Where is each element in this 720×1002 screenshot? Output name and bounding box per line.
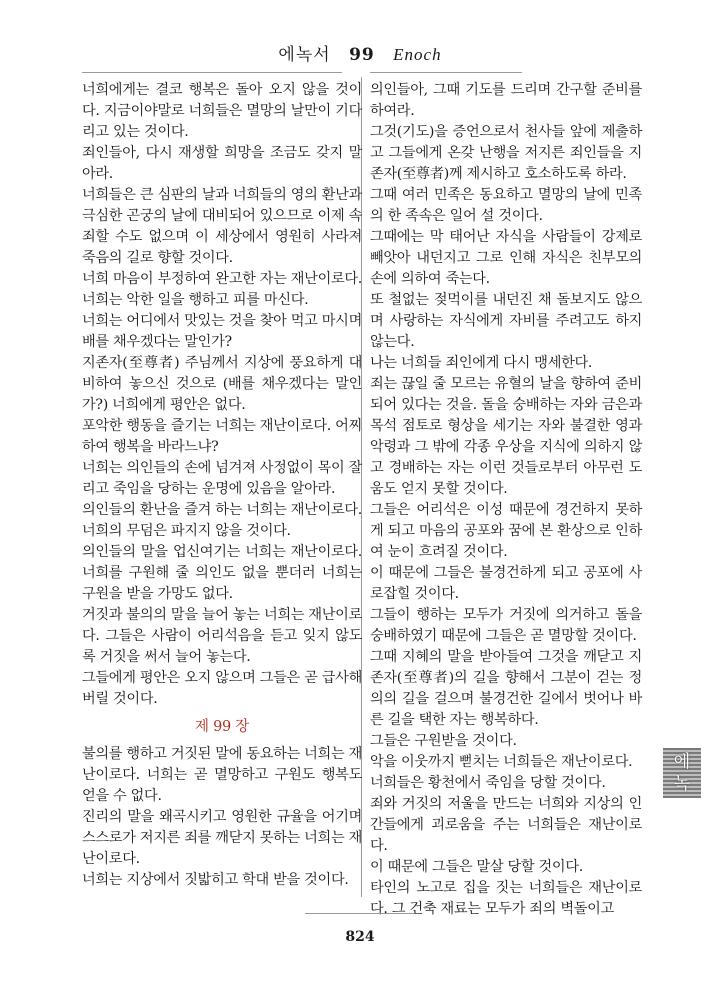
chapter-heading: 제 99 장 (195, 719, 249, 735)
text-paragraph: 거짓과 불의의 말을 늘어 놓는 너희는 재난이로다. 그들은 사람이 어리석음을 듣고 잊지 않도록 거짓을 써서 늘어 놓는다. (82, 607, 362, 665)
left-column (82, 80, 362, 891)
page-number: 824 (345, 929, 375, 945)
book-side-tab (663, 748, 701, 798)
text-paragraph: 너희들은 큰 심판의 날과 너희들의 영의 환난과 극심한 곤궁의 날에 대비되어 있으므로 이제 속죄할 수도 없으며 이 세상에서 영원히 사라져 죽음의 길로 향할 것이다. (82, 187, 362, 266)
text-paragraph: 너희는 의인들의 손에 넘겨져 사정없이 목이 잘리고 죽임을 당하는 운명에 있음을 알아라. (82, 460, 362, 497)
text-paragraph: 그들에게 평안은 오지 않으며 그들은 곧 급사해 버릴 것이다. (82, 670, 362, 707)
text-paragraph: 그때 지혜의 말을 받아들여 그것을 깨닫고 지존자(至尊者)의 길을 향해서 그분이 걷는 정의의 길을 걸으며 불경건한 길에서 벗어나 바른 길을 택한 자는 행복하다. (370, 649, 642, 728)
text-paragraph: 너희는 어디에서 맛있는 것을 찾아 먹고 마시며 배를 채우겠다는 말인가? (82, 313, 362, 350)
text-paragraph: 지존자(至尊者) 주님께서 지상에 풍요하게 대비하여 놓으신 것으로 (배를 채우겠다는 말인가?) 너희에게 평안은 없다. (82, 355, 362, 413)
text-paragraph: 죄인들아, 다시 재생할 희망을 조금도 갖지 말아라. (82, 145, 362, 182)
text-paragraph: 이 때문에 그들은 말살 당할 것이다. (370, 859, 583, 875)
header-rule-left (82, 72, 342, 73)
running-header (0, 40, 720, 65)
text-paragraph: 또 철없는 젖먹이를 내던진 채 돌보지도 않으며 사랑하는 자식에게 자비를 주려고도 하지 않는다. (370, 292, 642, 350)
text-paragraph: 죄는 끊일 줄 모르는 유혈의 날을 향하여 준비되어 있다는 것을. 돌을 숭배하는 자와 금은과 목석 점토로 형상을 세기는 자와 불결한 영과 악령과 그 밖에 각종 우상을 지식에 의하지 않고 경배하는 자는 이런 것들로부터 아무런 도움도 얻지 못할 것이다. (370, 376, 642, 497)
side-tab-char: 에 (673, 752, 691, 772)
text-paragraph: 악을 이웃까지 뻗치는 너희들은 재난이로다. (370, 754, 633, 770)
text-paragraph: 그들이 행하는 모두가 거짓에 의거하고 돌을 숭배하였기 때문에 그들은 곧 멸망할 것이다. (370, 607, 642, 644)
text-paragraph: 너희에게는 결코 행복은 돌아 오지 않을 것이다. 지금이야말로 너희들은 멸망의 날만이 기다리고 있는 것이다. (82, 82, 362, 140)
chapter-number: 99 (349, 45, 375, 65)
side-tab-char: 녹 (673, 774, 691, 794)
text-paragraph: 너희 마음이 부정하여 완고한 자는 재난이로다. 너희는 악한 일을 행하고 피를 마신다. (82, 271, 362, 308)
text-paragraph: 너희는 지상에서 짓밟히고 학대 받을 것이다. (82, 872, 349, 888)
header-rule-right (370, 72, 522, 73)
text-paragraph: 나는 너희들 죄인에게 다시 맹세한다. (370, 355, 593, 371)
text-paragraph: 불의를 행하고 거짓된 말에 동요하는 너희는 재난이로다. 너희는 곧 멸망하고 구원도 행복도 얻을 수 없다. (82, 746, 362, 804)
text-paragraph: 죄와 거짓의 저울을 만드는 너희와 지상의 인간들에게 괴로움을 주는 너희들은 재난이로다. (370, 796, 642, 854)
text-paragraph: 의인들의 말을 업신여기는 너희는 재난이로다. 너희를 구원해 줄 의인도 없을 뿐더러 너희는 구원을 받을 가망도 없다. (82, 544, 362, 602)
text-paragraph: 그것(기도)을 증언으로서 천사들 앞에 제출하고 그들에게 온갖 난행을 저지른 죄인들을 지존자(至尊者)께 제시하고 호소하도록 하라. (370, 124, 642, 182)
text-paragraph: 그때 여러 민족은 동요하고 멸망의 날에 민족의 한 족속은 일어 설 것이다. (370, 187, 642, 224)
right-column (370, 80, 642, 920)
text-paragraph: 타인의 노고로 집을 짓는 너희들은 재난이로다. 그 건축 재료는 모두가 죄의 벽돌이고 (370, 880, 642, 917)
text-paragraph: 그때에는 막 태어난 자식을 사람들이 강제로 빼앗아 내던지고 그로 인해 자식은 친부모의 손에 의하여 죽는다. (370, 229, 642, 287)
text-paragraph: 의인들의 환난을 즐겨 하는 너희는 재난이로다. 너희의 무덤은 파지지 않을 것이다. (82, 502, 362, 539)
text-paragraph: 그들은 어리석은 이성 때문에 경건하지 못하게 되고 마음의 공포와 꿈에 본 환상으로 인하여 눈이 흐려질 것이다. (370, 502, 642, 560)
text-paragraph: 너희들은 황천에서 죽임을 당할 것이다. (370, 775, 606, 791)
text-paragraph: 포악한 행동을 즐기는 너희는 재난이로다. 어찌하여 행복을 바라느냐? (82, 418, 362, 455)
text-paragraph: 의인들아, 그때 기도를 드리며 간구할 준비를 하여라. (370, 82, 642, 119)
text-paragraph: 진리의 말을 왜곡시키고 영원한 규율을 어기며 스스로가 저지른 죄를 깨닫지 못하는 너희는 재난이로다. (82, 809, 362, 867)
footer-rule (305, 913, 415, 914)
english-title: Enoch (393, 45, 442, 64)
book-title: 에녹서 (278, 45, 331, 65)
text-paragraph: 이 때문에 그들은 불경건하게 되고 공포에 사로잡힐 것이다. (370, 565, 642, 602)
text-paragraph: 그들은 구원받을 것이다. (370, 733, 517, 749)
